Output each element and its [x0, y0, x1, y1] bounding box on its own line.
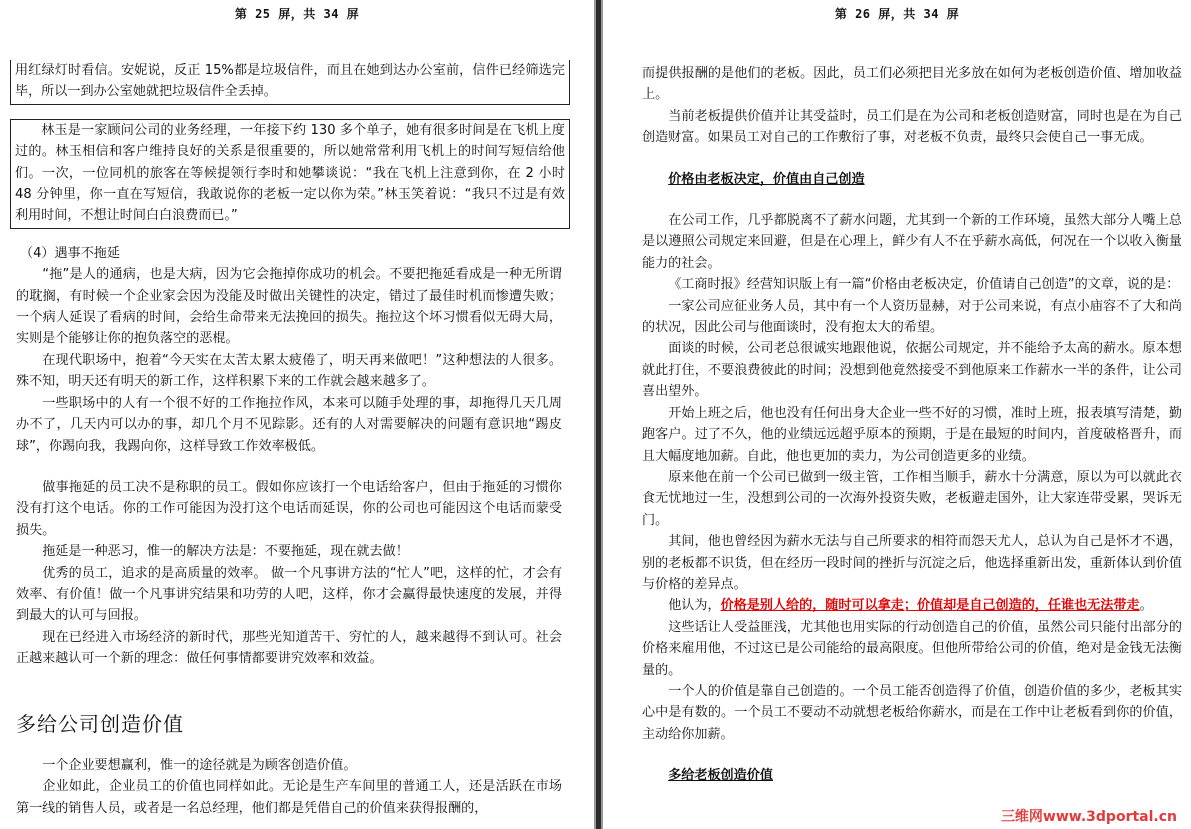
paragraph: 优秀的员工，追求的是高质量的效率。 做一个凡事讲方法的“忙人”吧，这样的忙，才会有效率、有价值！做一个凡事讲究结果和功劳的人吧，这样，你才会赢得最快速度的发展，并得到最大的认可与回报。 — [16, 565, 562, 624]
paragraph: 而提供报酬的是他们的老板。因此，员工们必须把目光多放在如何为老板创造价值、增加收益上。 — [642, 66, 1182, 103]
paragraph: 一家公司应征业务人员，其中有一个人资历显赫，对于公司来说，有点小庙容不了大和尚的状况，因此公司与他面谈时，没有抱太大的希望。 — [642, 298, 1182, 336]
paragraph: 一些职场中的人有一个很不好的工作拖拉作风，本来可以随手处理的事，却拖得几天几周办不了，几天内可以办的事，却几个月不见踪影。还有的人对需要解决的问题有意识地“踢皮球”，你踢向我，我踢向你，这样导致工作效率极低。 — [16, 395, 562, 454]
paragraph: 开始上班之后，他也没有任何出身大企业一些不好的习惯，准时上班，报表填写清楚，勤跑客户。过了不久，他的业绩远远超乎原本的预期，于是在最短的时间内，首度破格晋升，而且大幅度地加薪。自此，他也更加的卖力，为公司创造更多的业绩。 — [642, 405, 1182, 464]
paragraph: 这些话让人受益匪浅，尤其他也用实际的行动创造自己的价值，虽然公司只能付出部分的价格来雇用他，不过这已是公司能给的最高限度。但他所带给公司的价值，绝对是金钱无法衡量的。 — [642, 619, 1182, 678]
paragraph: 一个企业要想赢利，惟一的途径就是为顾客创造价值。 — [42, 757, 357, 773]
left-page-content — [15, 62, 565, 819]
quote-prefix: 他认为， — [668, 598, 721, 614]
boxed-story-2-text: 林玉是一家顾问公司的业务经理，一年接下约 130 多个单子，她有很多时间是在飞机上度过的。林玉相信和客户维持良好的关系是很重要的，所以她常常利用飞机上的时间写短信给他们。一次，一位同机的旅客在等候提领行李时和她攀谈说：“我在飞机上注意到你，在 2 小时 48 分钟里，你一直在写短信，我敢说你的老板一定以你为荣。”林玉笑着说：“我只不过是有效利用时间，不想让时间白白浪费而已。” — [15, 122, 565, 224]
left-page-header: 第 25 屏，共 34 屏 — [234, 7, 360, 21]
boxed-story-1-text: 用红绿灯时看信。安妮说，反正 15%都是垃圾信件，而且在她到达办公室前，信件已经筛选完毕，所以一到办公室她就把垃圾信件全丢掉。 — [15, 63, 565, 100]
quote-suffix: 。 — [1139, 598, 1153, 614]
page-divider — [594, 0, 603, 829]
paragraph: 在公司工作，几乎都脱离不了薪水问题，尤其到一个新的工作环境，虽然大部分人嘴上总是以遵照公司规定来回避，但是在心理上，鲜少有人不在乎薪水高低，何况在一个以收入衡量能力的社会。 — [642, 213, 1182, 271]
paragraph: 原来他在前一个公司已做到一级主管，工作相当顺手，薪水十分满意，原以为可以就此衣食无忧地过一生，没想到公司的一次海外投资失败，老板避走国外，让大家连带受累，哭诉无门。 — [642, 469, 1182, 528]
boxed-story-2 — [10, 119, 570, 229]
paragraph: 企业如此，企业员工的价值也同样如此。无论是生产车间里的普通工人，还是活跃在市场第一线的销售人员，或者是一名总经理，他们都是凭借自己的价值来获得报酬的， — [16, 779, 562, 816]
section-title: 多给公司创造价值 — [16, 711, 184, 736]
left-page — [0, 0, 594, 829]
right-page-header: 第 26 屏，共 34 屏 — [834, 7, 960, 21]
paragraph: 做事拖延的员工决不是称职的员工。假如你应该打一个电话给客户，但由于拖延的习惯你没有打这个电话。你的工作可能因为没打这个电话而延误，你的公司也可能因这个电话而蒙受损失。 — [16, 479, 562, 538]
paragraph: 现在已经进入市场经济的新时代，那些光知道苦干、穷忙的人，越来越得不到认可。社会正越来越认可一个新的理念：做任何事情都要讲究效率和效益。 — [16, 629, 562, 667]
quote-paragraph — [642, 595, 1182, 616]
paragraph: 《工商时报》经营知识版上有一篇“价格由老板决定，价值请自己创造”的文章，说的是： — [668, 277, 1180, 293]
heading-price-value: 价格由老板决定，价值由自己创造 — [668, 171, 865, 187]
paragraph: 在现代职场中，抱着“今天实在太苦太累太疲倦了，明天再来做吧！”这种想法的人很多。殊不知，明天还有明天的新工作，这样积累下来的工作就会越来越多了。 — [16, 352, 562, 390]
right-page — [603, 0, 1191, 829]
paragraph: 一个人的价值是靠自己创造的。一个员工能否创造得了价值，创造价值的多少，老板其实心中是有数的。一个员工不要动不动就想老板给你薪水，而是在工作中让老板看到你的价值，主动给你加薪。 — [642, 683, 1182, 742]
paragraph: 面谈的时候，公司老总很诚实地跟他说，依据公司规定，并不能给予太高的薪水。原本想就此打住，不要浪费彼此的时间；没想到他竟然接受不到他原来工作薪水一半的条件，让公司喜出望外。 — [642, 341, 1182, 400]
heading-create-value: 多给老板创造价值 — [668, 768, 773, 784]
right-page-content — [642, 63, 1182, 787]
boxed-story-1 — [10, 60, 570, 105]
paragraph: “拖”是人的通病，也是大病，因为它会拖掉你成功的机会。不要把拖延看成是一种无所谓的耽搁，有时候一个企业家会因为没能及时做出关键性的决定，错过了最佳时机而惨遭失败；一个病人延误了看病的时间，会给生命带来无法挽回的损失。拖拉这个坏习惯看似无碍大局，实则是个能够让你的抱负落空的恶棍。 — [16, 267, 562, 347]
quote-highlight: 价格是别人给的，随时可以拿走；价值却是自己创造的，任谁也无法带走 — [720, 598, 1140, 614]
paragraph: 拖延是一种恶习，惟一的解决方法是：不要拖延，现在就去做！ — [42, 544, 409, 560]
subheading-procrastination: （4）遇事不拖延 — [20, 245, 120, 261]
paragraph: 当前老板提供价值并让其受益时，员工们是在为公司和老板创造财富，同时也是在为自己创造财富。如果员工对自己的工作敷衍了事，对老板不负责，最终只会使自己一事无成。 — [642, 108, 1182, 146]
watermark: 三维网www.3dportal.cn — [1000, 809, 1177, 825]
paragraph: 其间，他也曾经因为薪水无法与自己所要求的相符而怨天尤人，总认为自己是怀才不遇，别的老板都不识货，但在经历一段时间的挫折与沉淀之后，他选择重新出发，重新体认到价值与价格的差异点。 — [642, 534, 1182, 592]
